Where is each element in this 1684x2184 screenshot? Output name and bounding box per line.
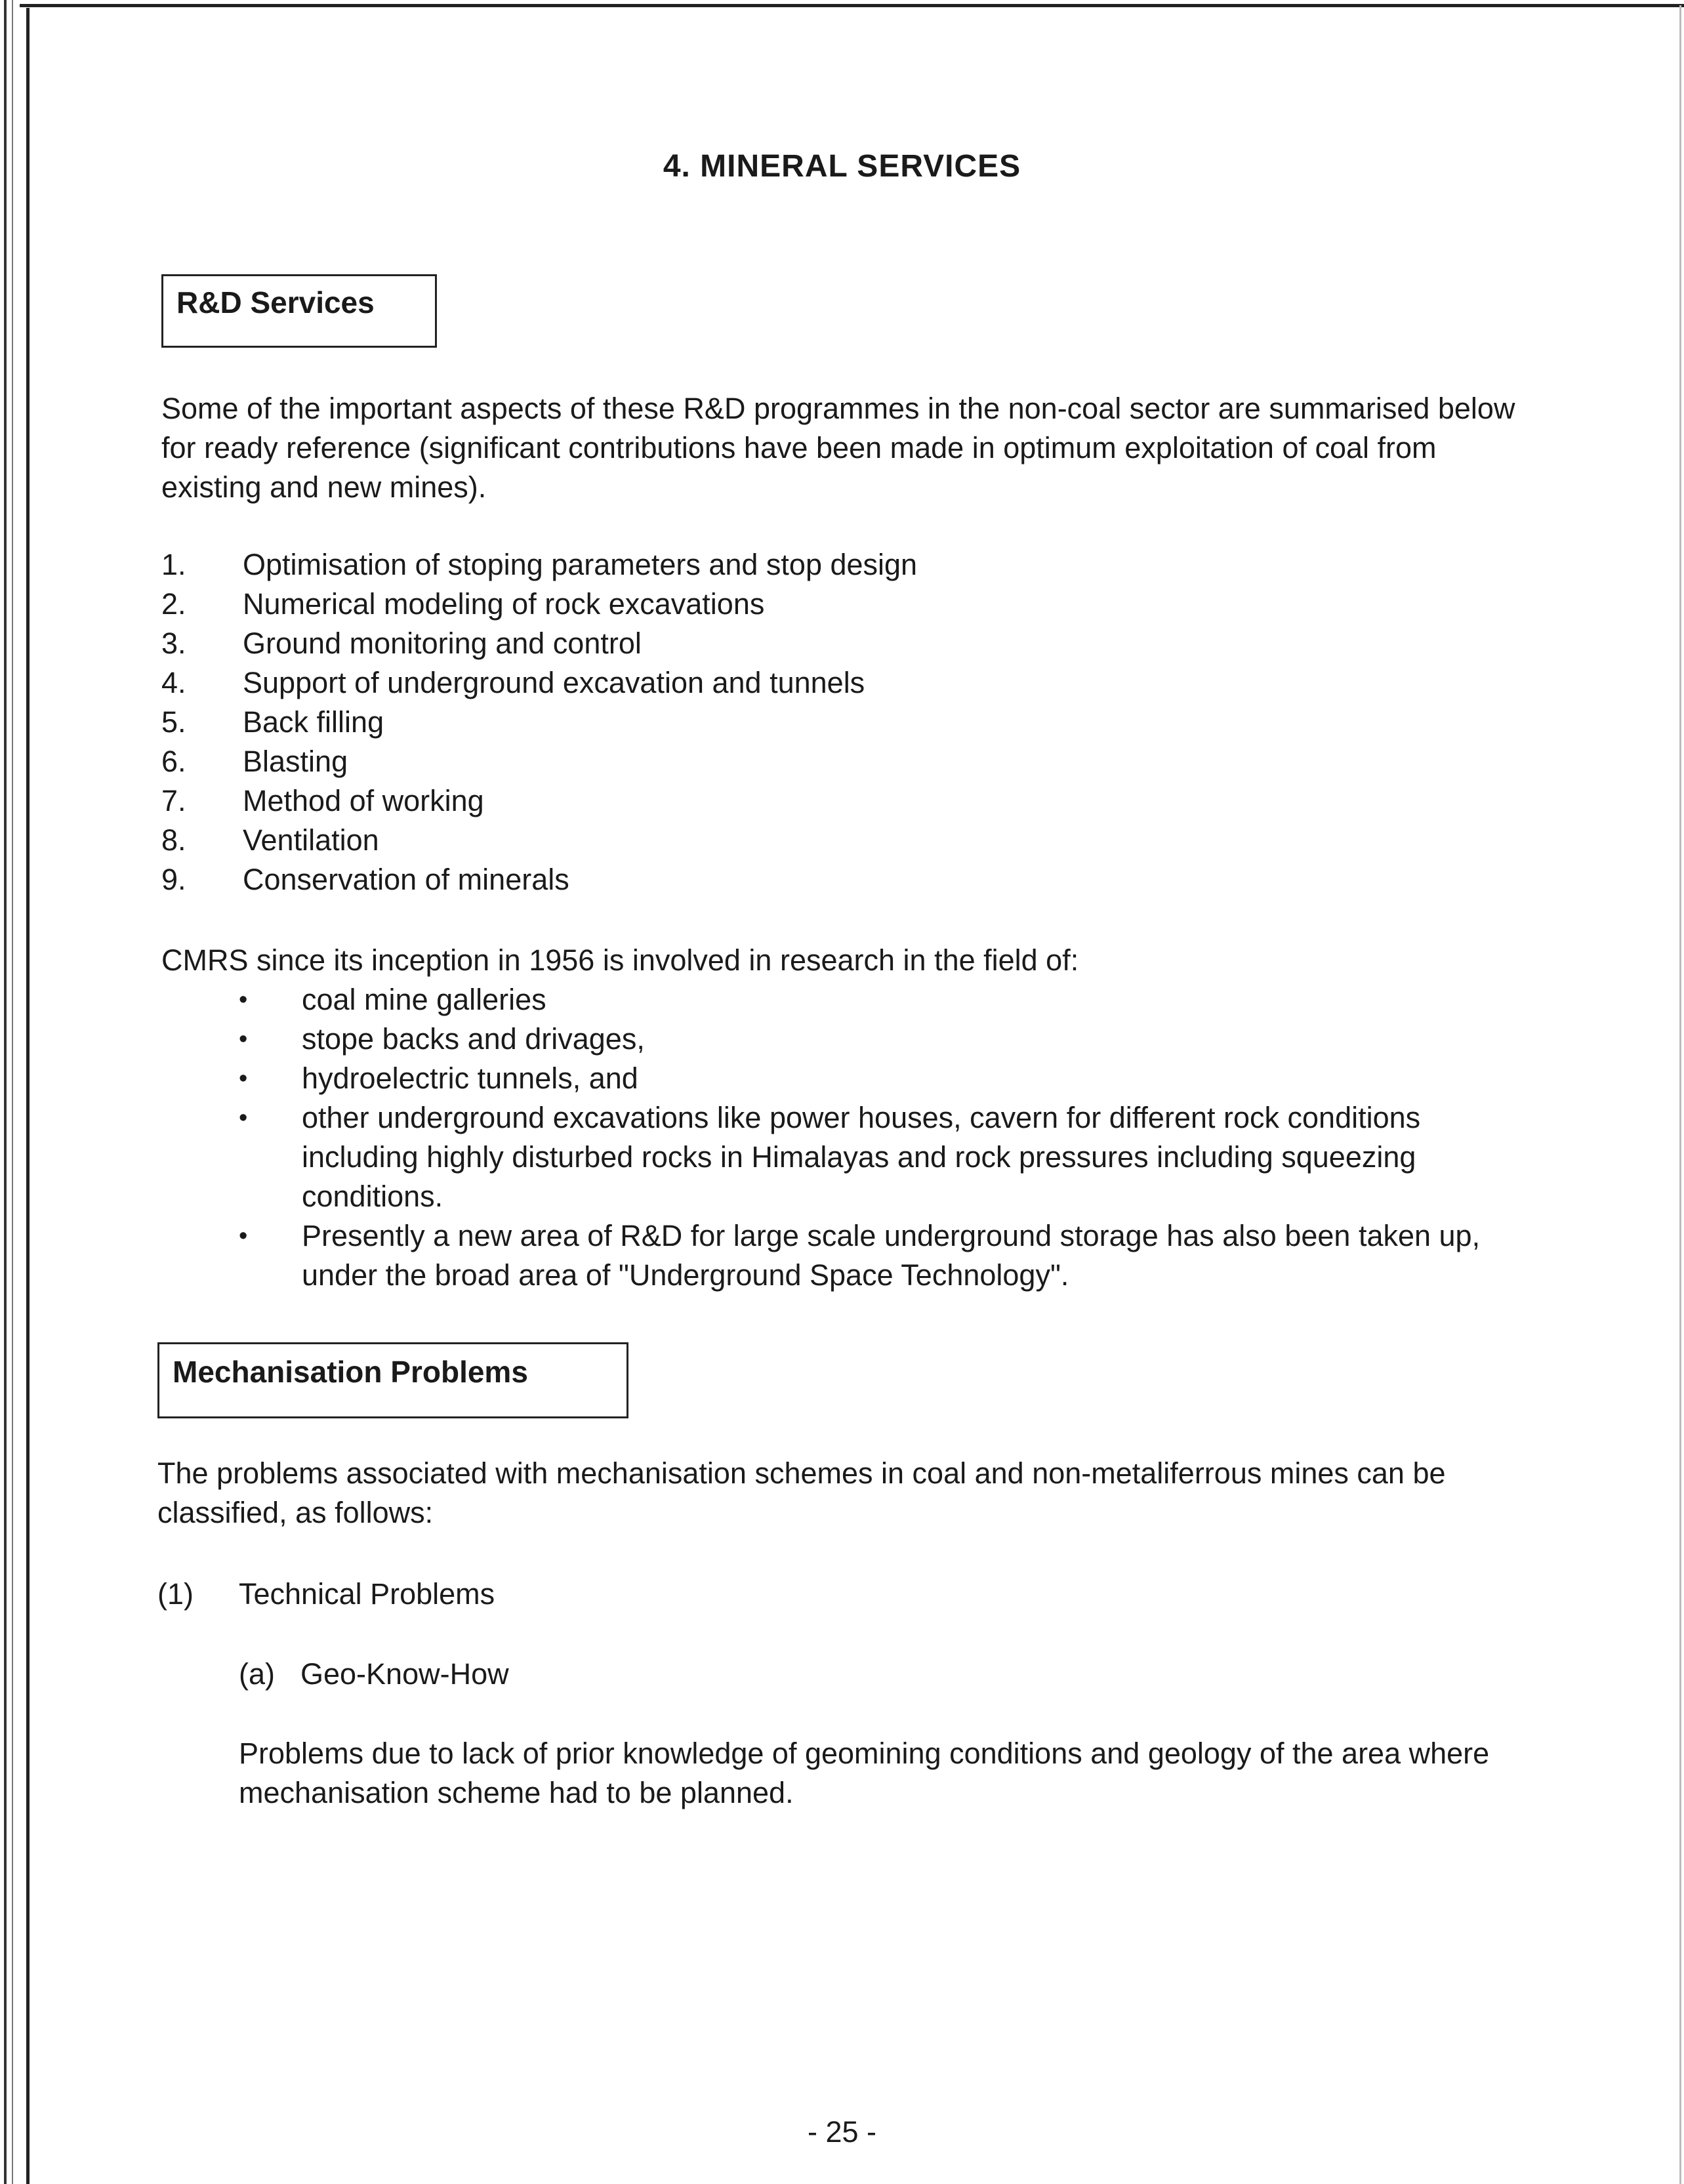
bullet-item	[239, 1216, 1525, 1295]
list-item-text: Conservation of minerals	[243, 863, 569, 896]
scan-edge-left	[4, 0, 7, 2184]
rd-aspects-list	[161, 545, 917, 899]
bullet-item	[239, 1059, 1525, 1098]
section-heading-mechanisation-problems: Mechanisation Problems	[157, 1342, 628, 1418]
list-item-text: Numerical modeling of rock excavations	[243, 587, 765, 621]
page-title: 4. MINERAL SERVICES	[663, 149, 1021, 184]
list-item	[161, 703, 917, 742]
list-item-number: 8.	[161, 823, 186, 857]
cmrs-research-bullets	[239, 980, 1525, 1295]
section-heading-rd-services: R&D Services	[161, 274, 437, 348]
rd-intro-paragraph: Some of the important aspects of these R&D programmes in the non-coal sector are summarised below for ready reference (significant contributions have been made in optimum exploitation of coal from existing and new mines).	[161, 392, 1515, 504]
mechanisation-intro-paragraph: The problems associated with mechanisation schemes in coal and non-metaliferrous mines can be classified, as follows:	[157, 1456, 1446, 1529]
list-item-number: 4.	[161, 666, 186, 699]
list-item	[161, 821, 917, 860]
item-text: Technical Problems	[239, 1577, 495, 1611]
subitem-text: Geo-Know-How	[300, 1657, 509, 1691]
list-item	[161, 585, 917, 624]
bullet-icon: •	[239, 1025, 248, 1053]
bullet-text: coal mine galleries	[302, 983, 546, 1016]
list-item-text: Blasting	[243, 745, 348, 778]
bullet-text: stope backs and drivages,	[302, 1022, 645, 1056]
list-item-text: Optimisation of stoping parameters and stop design	[243, 548, 918, 581]
bullet-text: hydroelectric tunnels, and	[302, 1061, 638, 1095]
list-item-text: Back filling	[243, 705, 384, 739]
scan-edge-left-inner	[12, 0, 13, 2184]
list-item-number: 6.	[161, 745, 186, 778]
scan-edge-right	[1679, 5, 1681, 2184]
list-item-text: Ventilation	[243, 823, 379, 857]
list-item	[161, 545, 917, 585]
list-item-number: 7.	[161, 784, 186, 817]
list-item-text: Support of underground excavation and tunnels	[243, 666, 865, 699]
scan-edge-top	[20, 4, 1684, 7]
bullet-icon: •	[239, 986, 248, 1014]
list-item	[161, 742, 917, 781]
list-item-number: 9.	[161, 863, 186, 896]
geo-know-how-paragraph: Problems due to lack of prior knowledge of geomining conditions and geology of the area where mechanisation scheme had to be planned.	[239, 1737, 1490, 1809]
list-item	[161, 663, 917, 703]
bullet-text: other underground excavations like power houses, cavern for different rock conditions including highly disturbed rocks in Himalayas and rock pressures including squeezing conditions.	[302, 1101, 1421, 1213]
list-item-number: 3.	[161, 627, 186, 660]
list-item	[161, 624, 917, 663]
list-item	[161, 781, 917, 821]
item-label: (1)	[157, 1577, 194, 1611]
cmrs-intro-paragraph: CMRS since its inception in 1956 is involved in research in the field of:	[161, 943, 1079, 977]
technical-problems-item	[157, 1575, 495, 1614]
geo-know-how-subitem	[239, 1655, 509, 1694]
bullet-icon: •	[239, 1104, 248, 1132]
bullet-item	[239, 1098, 1525, 1216]
subitem-label: (a)	[239, 1657, 275, 1691]
page-number: - 25 -	[807, 2115, 877, 2149]
list-item-text: Method of working	[243, 784, 484, 817]
bullet-item	[239, 1020, 1525, 1059]
list-item-number: 1.	[161, 548, 186, 581]
bullet-icon: •	[239, 1222, 248, 1250]
bullet-text: Presently a new area of R&D for large scale underground storage has also been taken up, under the broad area of "Underground Space Technology".	[302, 1219, 1481, 1292]
list-item-number: 5.	[161, 705, 186, 739]
list-item-text: Ground monitoring and control	[243, 627, 642, 660]
scan-edge-left-border	[26, 8, 30, 2184]
list-item	[161, 860, 917, 899]
list-item-number: 2.	[161, 587, 186, 621]
bullet-icon: •	[239, 1065, 248, 1092]
bullet-item	[239, 980, 1525, 1020]
